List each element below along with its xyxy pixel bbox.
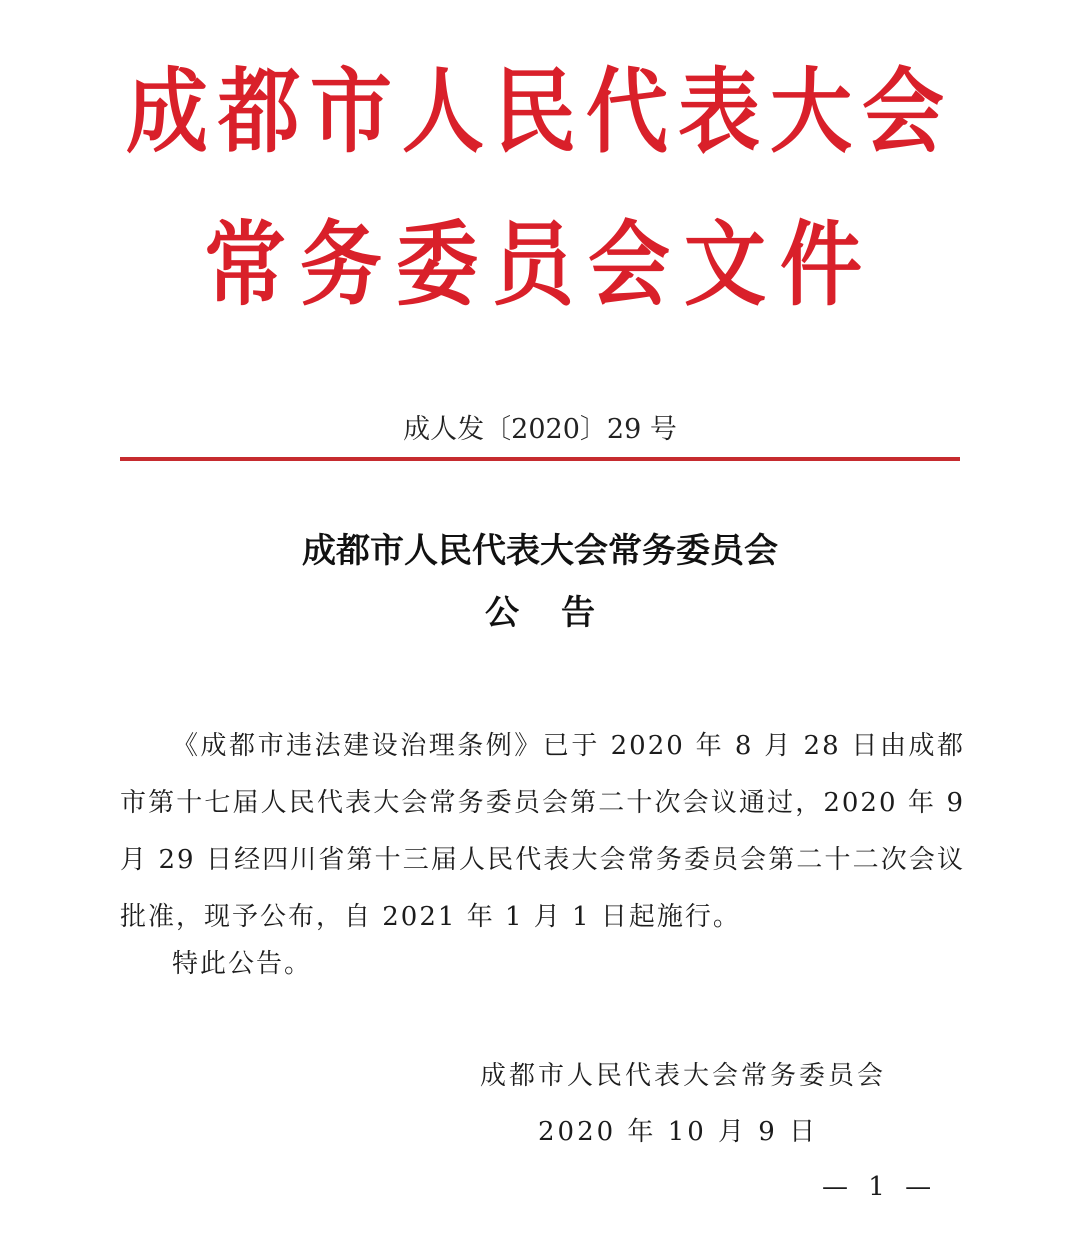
- notice-body: [120, 718, 965, 946]
- masthead-title-line-1: 成都市人民代表大会: [125, 58, 954, 166]
- masthead-title-line-2: 常务委员会文件: [203, 211, 876, 319]
- notice-heading: 公告: [485, 593, 637, 633]
- page-number: — 1 —: [822, 1172, 932, 1202]
- signature-organization: 成都市人民代表大会常务委员会: [480, 1061, 887, 1091]
- notice-closing: 特此公告。: [172, 949, 313, 979]
- notice-paragraph: 《成都市违法建设治理条例》已于 2020 年 8 月 28 日由成都市第十七届人民代表大会常务委员会第二十次会议通过，2020 年 9 月 29 日经四川省第十三届人民代表大会常务委员会第二十二次会议批准，现予公布，自 2021 年 1 月 1 日起施行。: [120, 731, 965, 932]
- document-number: 成人发〔2020〕29 号: [403, 414, 677, 445]
- notice-issuer-title: 成都市人民代表大会常务委员会: [302, 531, 778, 571]
- signature-date: 2020 年 10 月 9 日: [538, 1117, 819, 1147]
- red-divider-rule: [120, 457, 960, 461]
